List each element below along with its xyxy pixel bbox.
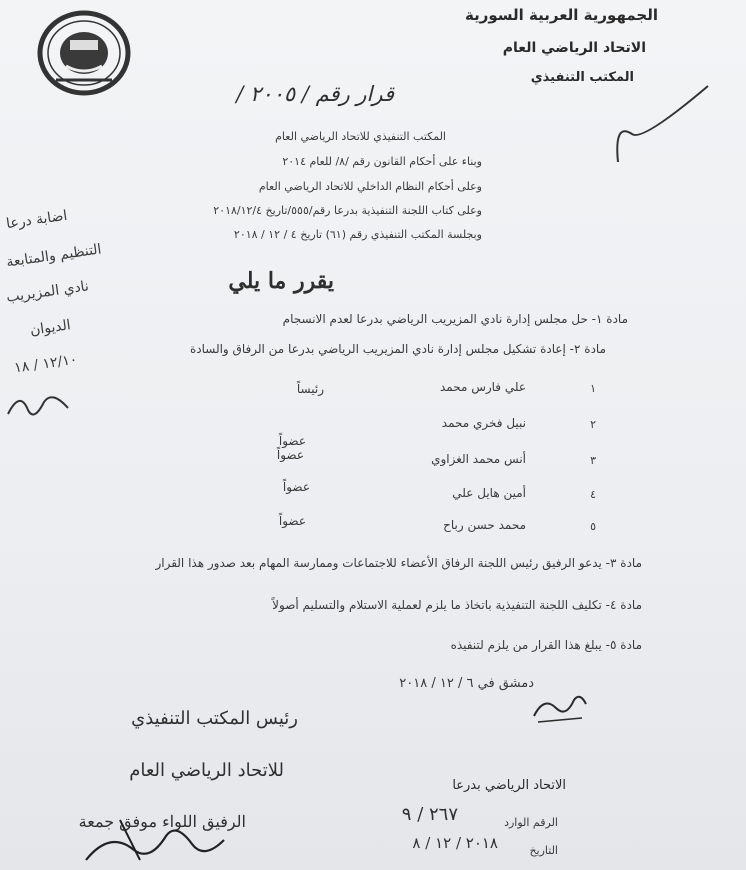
member-2-num: ٢: [590, 418, 596, 431]
decides-heading: يقرر ما يلي: [228, 268, 334, 294]
member-2-name: نبيل فخري محمد: [441, 416, 526, 430]
margin-note-2: التنظيم والمتابعة: [5, 241, 103, 271]
member-3-num: ٣: [590, 454, 596, 467]
margin-initials-icon: [4, 384, 74, 424]
signature-title: رئيس المكتب التنفيذي: [131, 708, 298, 729]
article-4: مادة ٤- تكليف اللجنة التنفيذية باتخاذ ما يلزم لعملية الاستلام والتسليم أصولاً: [272, 598, 642, 612]
preamble-line-4: وعلى كتاب اللجنة التنفيذية بدرعا رقم/٥٥٥/تاريخ ٢٠١٨/١٢/٤: [213, 204, 482, 217]
article-1: مادة ١- حل مجلس إدارة نادي المزيريب الرياضي بدرعا لعدم الانسجام: [282, 312, 628, 326]
federation-heading: الاتحاد الرياضي العام: [502, 40, 646, 56]
article-3: مادة ٣- يدعو الرفيق رئيس اللجنة الرفاق الأعضاء للاجتماعات وممارسة المهام بعد صدور هذا القرار: [155, 556, 642, 570]
federation-logo: [36, 10, 132, 96]
member-1-role: رئيساً: [296, 382, 324, 396]
article-5: مادة ٥- يبلغ هذا القرار من يلزم لتنفيذه: [450, 638, 642, 652]
margin-note-1: اضابة درعا: [5, 207, 69, 233]
check-mark-icon: [612, 82, 712, 172]
stamp-org: الاتحاد الرياضي بدرعا: [452, 778, 566, 793]
signature-scribble-icon: [80, 800, 230, 870]
margin-note-3: نادي المزيريب: [5, 278, 90, 306]
member-3-name: أنس محمد الغزاوي: [431, 452, 526, 466]
member-2-role: عضواً: [278, 434, 306, 448]
margin-note-4: الديوان: [29, 317, 72, 339]
member-5-role: عضواً: [278, 514, 306, 528]
member-4-role: عضواً: [282, 480, 310, 494]
stamp-incoming-value: ٢٦٧ / ٩: [401, 804, 458, 825]
place-date: دمشق في ٦ / ١٢ / ٢٠١٨: [399, 676, 534, 691]
member-1-name: علي فارس محمد: [439, 380, 526, 394]
republic-heading: الجمهورية العربية السورية: [465, 6, 658, 24]
signature-name: الرفيق اللواء موفق جمعة: [78, 812, 246, 831]
preamble-line-1: المكتب التنفيذي للاتحاد الرياضي العام: [275, 130, 446, 143]
margin-note-5: ١٢/١٠ / ١٨: [13, 351, 79, 377]
decision-number: قرار رقم / ٢٠٠٥ /: [236, 82, 394, 106]
signature-org: للاتحاد الرياضي العام: [129, 760, 284, 781]
article-2: مادة ٢- إعادة تشكيل مجلس إدارة نادي المزيريب الرياضي بدرعا من الرفاق والسادة: [189, 342, 606, 356]
member-4-name: أمين هايل علي: [452, 486, 526, 500]
initials-scribble-icon: [530, 686, 590, 726]
stamp-date-value: ٢٠١٨ / ١٢ / ٨: [412, 834, 498, 852]
preamble-line-3: وعلى أحكام النظام الداخلي للاتحاد الرياضي العام: [258, 180, 482, 193]
office-heading: المكتب التنفيذي: [530, 70, 634, 85]
member-1-num: ١: [590, 382, 596, 395]
preamble-line-2: وبناء على أحكام القانون رقم /٨/ للعام ٢٠١٤: [282, 155, 482, 168]
member-3-role: عضواً: [276, 448, 304, 462]
member-5-num: ٥: [590, 520, 596, 533]
member-4-num: ٤: [590, 488, 596, 501]
preamble-line-5: وبجلسة المكتب التنفيذي رقم (٦١) تاريخ ٤ / ١٢ / ٢٠١٨: [233, 228, 482, 241]
member-5-name: محمد حسن رباح: [443, 518, 526, 532]
stamp-incoming-label: الرقم الوارد: [504, 816, 558, 829]
stamp-date-label: التاريخ: [529, 844, 558, 857]
